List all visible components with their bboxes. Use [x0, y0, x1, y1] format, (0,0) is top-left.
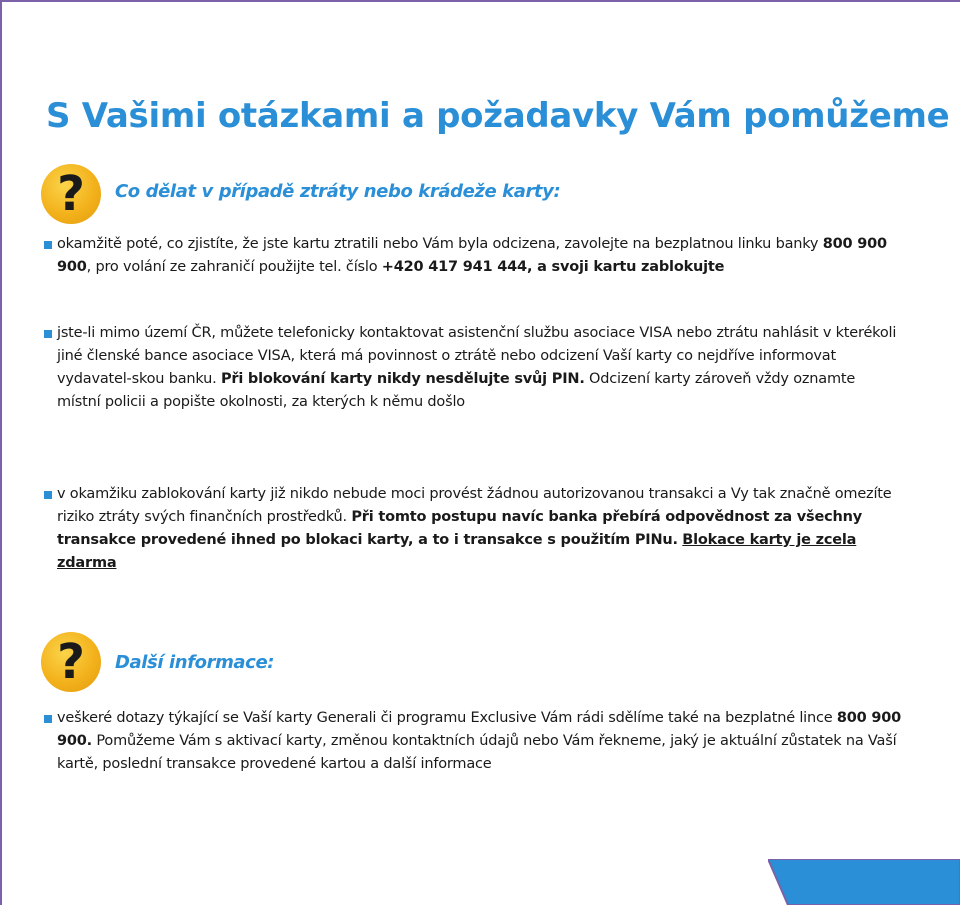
- section-heading-more-info: Další informace:: [115, 652, 275, 673]
- bullet-marker: [44, 715, 52, 723]
- question-mark-icon: ?: [41, 164, 101, 224]
- list-item-block-card: okamžitě poté, co zjistíte, že jste kartu ztratili nebo Vám byla odcizena, zavolejte na bezplatnou linku banky 800 900 900, pro volání ze zahraničí použijte tel. číslo +420 417 941 444, a svoji kartu zablokujte: [57, 236, 887, 275]
- bullet-marker: [44, 241, 52, 249]
- section-heading-loss-theft: Co dělat v případě ztráty nebo krádeže karty:: [115, 181, 561, 202]
- bullet-marker: [44, 491, 52, 499]
- page-title: S Vašimi otázkami a požadavky Vám pomůžeme: [46, 96, 950, 136]
- list-item-after-blocking: v okamžiku zablokování karty již nikdo nebude moci provést žádnou autorizovanou transakci a Vy tak značně omezíte riziko ztráty svých finančních prostředků. Při tomto postupu navíc banka přebírá odpovědnost za všechny transakce provedené ihned po blokaci karty, a to i transakce s použitím PINu. Blokace karty je zcela zdarma: [57, 486, 892, 571]
- list-item-hotline: veškeré dotazy týkající se Vaší karty Generali či programu Exclusive Vám rádi sdělíme také na bezplatné lince 800 900 900. Pomůžeme Vám s aktivací karty, změnou kontaktních údajů nebo Vám řekneme, jaký je aktuální zůstatek na Vaší kartě, poslední transakce provedené kartou a další informace: [57, 710, 902, 772]
- list-item-abroad-assistance: jste-li mimo území ČR, můžete telefonicky kontaktovat asistenční službu asociace VISA nebo ztrátu nahlásit v kterékoli jiné členské bance asociace VISA, která má povinnost o ztrátě nebo odcizení Vaší karty co nejdříve informovat vydavatel-skou banku. Při blokování karty nikdy nesdělujte svůj PIN. Odcizení karty zároveň vždy oznamte místní policii a popište okolnosti, za kterých k němu došlo: [57, 325, 897, 410]
- question-mark-icon: ?: [41, 632, 101, 692]
- corner-decoration: [768, 859, 960, 905]
- bullet-marker: [44, 330, 52, 338]
